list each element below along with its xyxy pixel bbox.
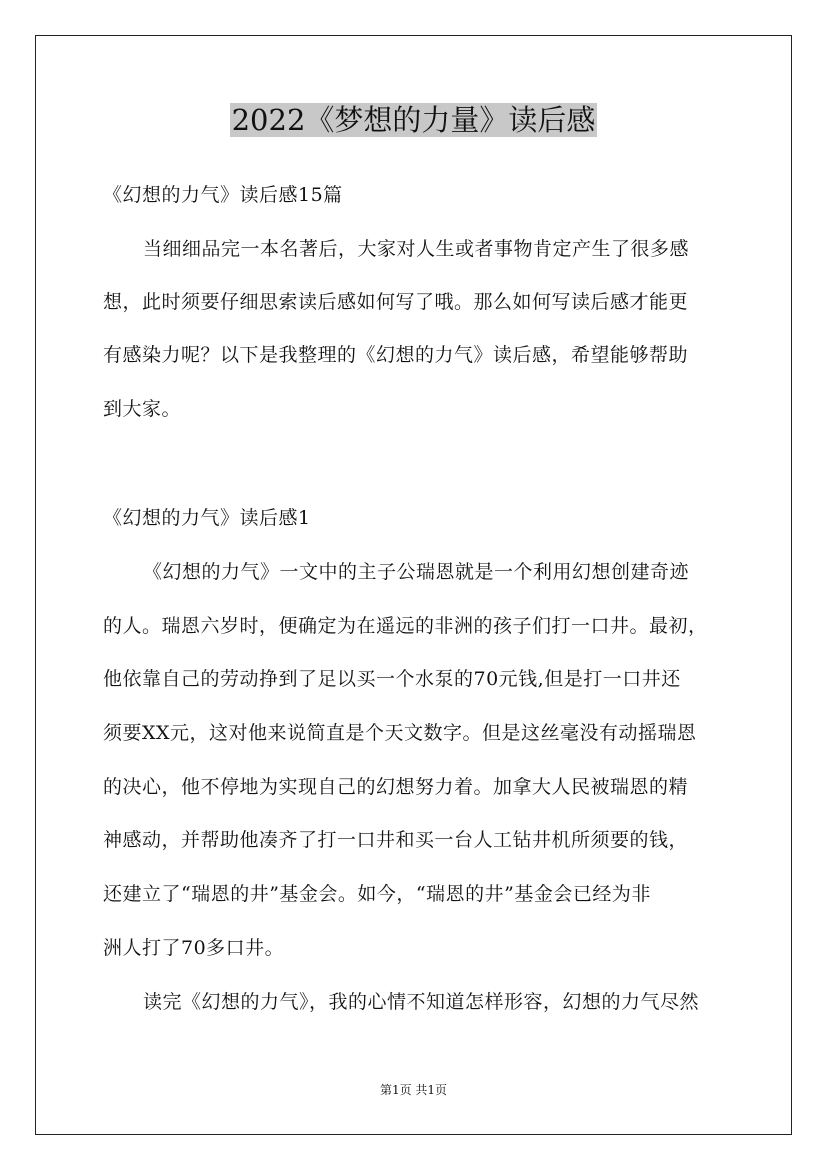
page-number: 第1页 共1页 — [379, 1083, 448, 1097]
page-footer — [0, 1082, 827, 1098]
section-heading: 《幻想的力气》读后感1 — [103, 507, 311, 529]
body-line-3: 他依靠自己的劳动挣到了足以买一个水泵的70元钱,但是打一口井还 — [103, 668, 681, 690]
intro-line-3: 有感染力呢？以下是我整理的《幻想的力气》读后感，希望能够帮助 — [103, 344, 689, 366]
body-line-1: 《幻想的力气》一文中的主子公瑞恩就是一个利用幻想创建奇迹 — [143, 561, 690, 583]
body-line-7: 还建立了“瑞恩的井”基金会。如今，“瑞恩的井”基金会已经为非 — [103, 883, 651, 905]
body-line-9: 读完《幻想的力气》，我的心情不知道怎样形容，幻想的力气尽然 — [143, 991, 700, 1013]
body-line-5: 的决心，他不停地为实现自己的幻想努力着。加拿大人民被瑞恩的精 — [103, 776, 689, 798]
document-title — [0, 100, 827, 140]
intro-line-1: 当细细品完一本名著后，大家对人生或者事物肯定产生了很多感 — [143, 238, 690, 260]
body-line-4: 须要XX元，这对他来说简直是个天文数字。但是这丝毫没有动摇瑞恩 — [103, 722, 697, 744]
intro-line-4: 到大家。 — [103, 398, 182, 420]
body-line-6: 神感动，并帮助他凑齐了打一口井和买一台人工钻井机所须要的钱， — [103, 829, 689, 851]
title-text: 2022《梦想的力量》读后感 — [231, 103, 596, 137]
body-line-8: 洲人打了70多口井。 — [103, 937, 285, 959]
subtitle: 《幻想的力气》读后感15篇 — [103, 184, 343, 206]
body-line-2: 的人。瑞恩六岁时，便确定为在遥远的非洲的孩子们打一口井。最初， — [103, 615, 708, 637]
intro-line-2: 想，此时须要仔细思索读后感如何写了哦。那么如何写读后感才能更 — [103, 291, 689, 313]
